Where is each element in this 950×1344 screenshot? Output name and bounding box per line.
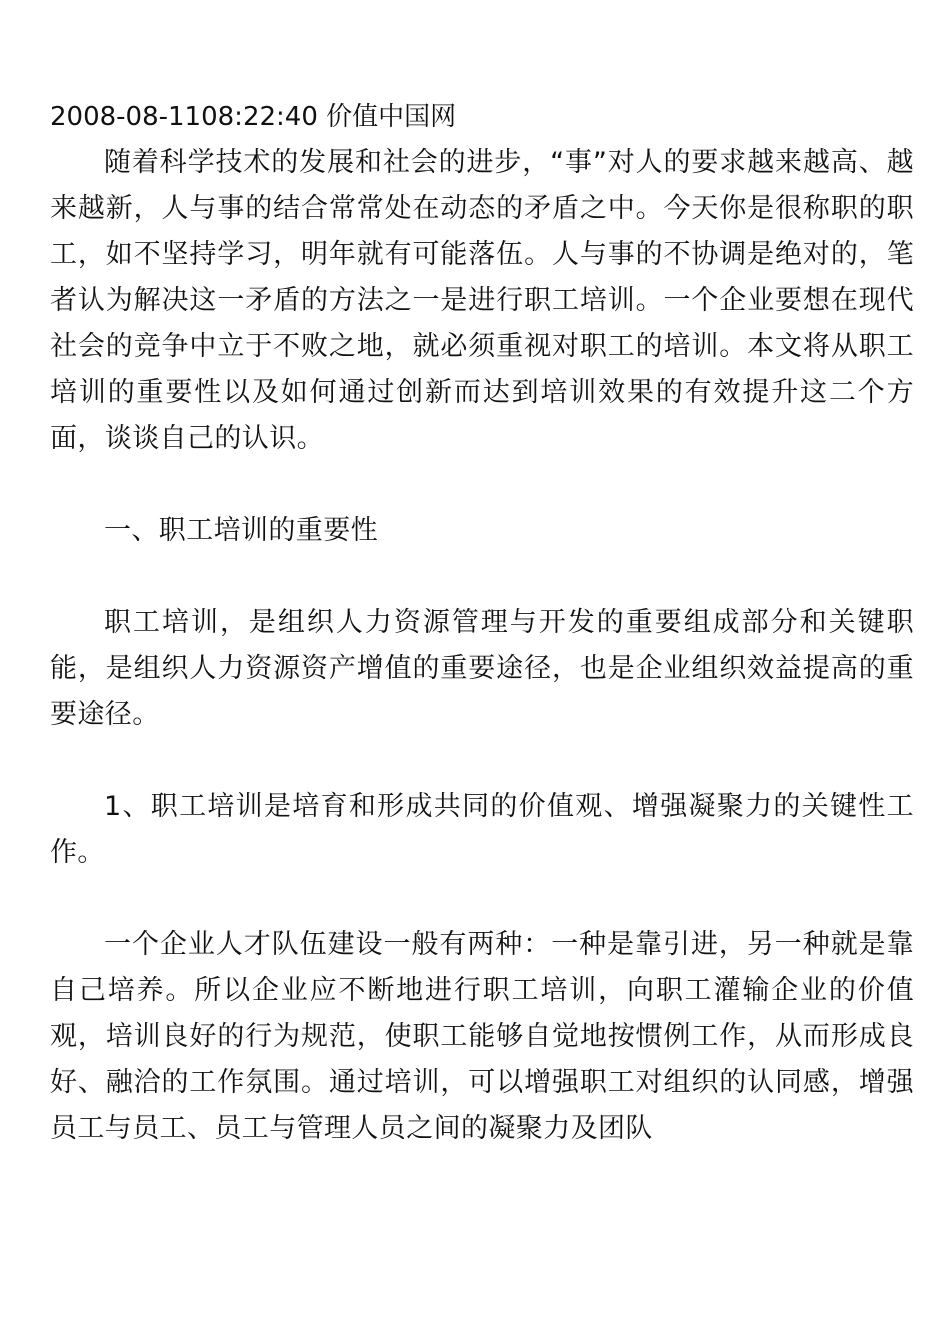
spacer bbox=[50, 554, 914, 600]
section-heading: 一、职工培训的重要性 bbox=[104, 515, 378, 546]
document-page bbox=[50, 94, 914, 1152]
spacer bbox=[50, 876, 914, 922]
body-paragraph: 一个企业人才队伍建设一般有两种：一种是靠引进，另一种就是靠自己培养。所以企业应不断地进行职工培训，向职工灌输企业的价值观，培训良好的行为规范，使职工能够自觉地按惯例工作，从而形成良好、融洽的工作氛围。通过培训，可以增强职工对组织的认同感，增强员工与员工、员工与管理人员之间的凝聚力及团队 bbox=[50, 929, 914, 1144]
intro-paragraph: 随着科学技术的发展和社会的进步，“事”对人的要求越来越高、越来越新，人与事的结合常常处在动态的矛盾之中。今天你是很称职的职工，如不坚持学习，明年就有可能落伍。人与事的不协调是绝对的，笔者认为解决这一矛盾的方法之一是进行职工培训。一个企业要想在现代社会的竞争中立于不败之地，就必须重视对职工的培训。本文将从职工培训的重要性以及如何通过创新而达到培训效果的有效提升这二个方面，谈谈自己的认识。 bbox=[50, 147, 914, 454]
subheading-paragraph: 1、职工培训是培育和形成共同的价值观、增强凝聚力的关键性工作。 bbox=[50, 791, 914, 868]
spacer bbox=[50, 738, 914, 784]
section-paragraph: 职工培训，是组织人力资源管理与开发的重要组成部分和关键职能，是组织人力资源资产增值的重要途径，也是企业组织效益提高的重要途径。 bbox=[50, 607, 914, 730]
spacer bbox=[50, 462, 914, 508]
date-source-line: 2008-08-1108:22:40 价值中国网 bbox=[50, 102, 457, 132]
